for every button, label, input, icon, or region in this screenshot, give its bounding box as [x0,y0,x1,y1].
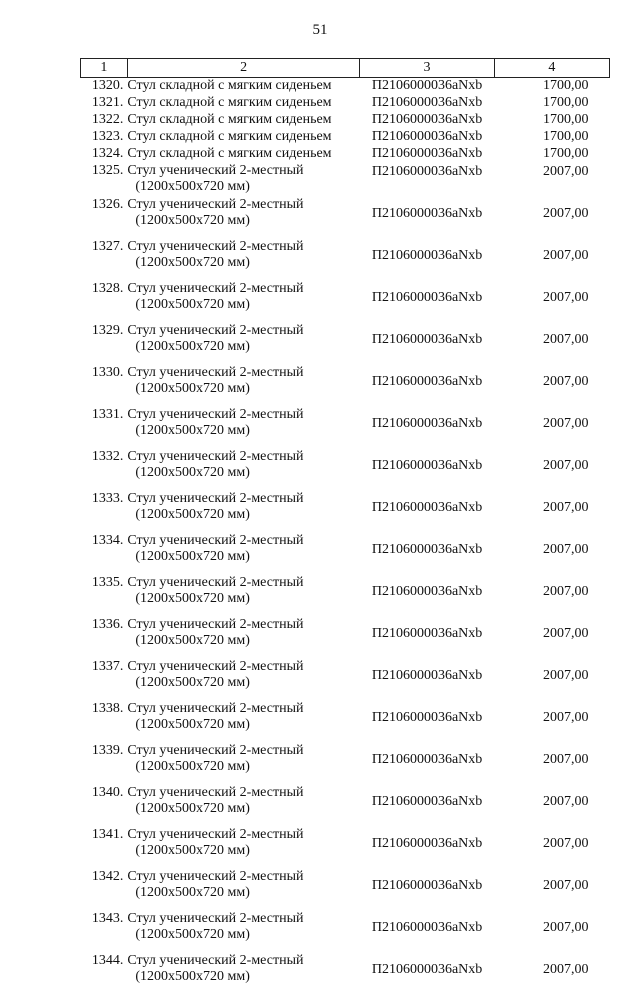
item-name-line2: (1200x500x720 мм) [127,927,359,943]
item-name-line1: Стул ученический 2-местный [127,197,303,212]
row-number: 1340. [81,785,128,827]
table-row [81,617,610,659]
inventory-code: П2106000036aNxb [360,95,495,112]
item-name [127,491,359,533]
item-name-line2: (1200x500x720 мм) [127,381,359,397]
item-name-line1: Стул ученический 2-местный [127,365,303,380]
item-name-line1: Стул ученический 2-местный [127,617,303,632]
row-number: 1323. [81,129,128,146]
inventory-code: П2106000036aNxb [360,743,495,785]
inventory-code: П2106000036aNxb [360,239,495,281]
row-number: 1332. [81,449,128,491]
item-name-line2: (1200x500x720 мм) [127,465,359,481]
inventory-code: П2106000036aNxb [360,701,495,743]
inventory-code: П2106000036aNxb [360,911,495,953]
table-row [81,197,610,239]
item-name-line1: Стул ученический 2-местный [127,575,303,590]
table-row [81,323,610,365]
item-name-line1: Стул ученический 2-местный [127,743,303,758]
row-number: 1331. [81,407,128,449]
item-price: 2007,00 [494,953,609,995]
item-name-line1: Стул ученический 2-местный [127,827,303,842]
table-row [81,701,610,743]
item-name [127,129,359,146]
row-number: 1336. [81,617,128,659]
table-row [81,827,610,869]
item-name [127,701,359,743]
table-row [81,95,610,112]
item-name-line1: Стул ученический 2-местный [127,239,303,254]
table-row [81,659,610,701]
item-price: 2007,00 [494,701,609,743]
row-number: 1338. [81,701,128,743]
header-col-1: 1 [81,59,128,78]
inventory-table [80,58,610,995]
row-number: 1326. [81,197,128,239]
page-number: 51 [0,22,640,39]
item-name-line1: Стул ученический 2-местный [127,785,303,800]
inventory-code: П2106000036aNxb [360,659,495,701]
item-price: 2007,00 [494,533,609,575]
inventory-code: П2106000036aNxb [360,533,495,575]
item-name-line1: Стул ученический 2-местный [127,701,303,716]
item-name-line1: Стул складной с мягким сиденьем [127,112,331,127]
row-number: 1343. [81,911,128,953]
item-name-line1: Стул ученический 2-местный [127,407,303,422]
row-number: 1334. [81,533,128,575]
row-number: 1329. [81,323,128,365]
item-price: 2007,00 [494,197,609,239]
item-name-line2: (1200x500x720 мм) [127,633,359,649]
item-name [127,112,359,129]
item-name [127,575,359,617]
item-name-line1: Стул ученический 2-местный [127,869,303,884]
item-price: 2007,00 [494,575,609,617]
item-name-line1: Стул ученический 2-местный [127,491,303,506]
item-name [127,78,359,96]
item-name [127,617,359,659]
item-name [127,197,359,239]
row-number: 1337. [81,659,128,701]
inventory-code: П2106000036aNxb [360,491,495,533]
table-row [81,449,610,491]
row-number: 1341. [81,827,128,869]
item-name-line2: (1200x500x720 мм) [127,801,359,817]
item-name-line2: (1200x500x720 мм) [127,591,359,607]
item-price: 2007,00 [494,281,609,323]
item-price: 2007,00 [494,239,609,281]
item-name-line2: (1200x500x720 мм) [127,507,359,523]
inventory-code: П2106000036aNxb [360,827,495,869]
item-price: 2007,00 [494,911,609,953]
item-name [127,953,359,995]
item-price: 2007,00 [494,617,609,659]
table-row [81,281,610,323]
item-name-line1: Стул ученический 2-местный [127,953,303,968]
row-number: 1325. [81,163,128,197]
item-name-line1: Стул ученический 2-местный [127,659,303,674]
item-name-line1: Стул складной с мягким сиденьем [127,146,331,161]
item-price: 2007,00 [494,449,609,491]
item-name-line1: Стул складной с мягким сиденьем [127,95,331,110]
item-name-line2: (1200x500x720 мм) [127,339,359,355]
table-row [81,365,610,407]
inventory-code: П2106000036aNxb [360,617,495,659]
item-price: 2007,00 [494,827,609,869]
item-name-line2: (1200x500x720 мм) [127,969,359,985]
item-name [127,281,359,323]
item-price: 2007,00 [494,365,609,407]
row-number: 1328. [81,281,128,323]
inventory-code: П2106000036aNxb [360,407,495,449]
header-col-2: 2 [127,59,359,78]
table-row [81,785,610,827]
inventory-code: П2106000036aNxb [360,78,495,96]
item-name-line2: (1200x500x720 мм) [127,423,359,439]
row-number: 1333. [81,491,128,533]
inventory-code: П2106000036aNxb [360,129,495,146]
item-name [127,323,359,365]
table-row [81,533,610,575]
row-number: 1327. [81,239,128,281]
row-number: 1330. [81,365,128,407]
item-price: 1700,00 [494,129,609,146]
item-name-line1: Стул ученический 2-местный [127,323,303,338]
item-name [127,449,359,491]
header-col-4: 4 [494,59,609,78]
item-price: 1700,00 [494,146,609,163]
item-price: 2007,00 [494,491,609,533]
item-name [127,533,359,575]
inventory-code: П2106000036aNxb [360,785,495,827]
table-row [81,129,610,146]
table-row [81,407,610,449]
item-name [127,146,359,163]
item-name [127,239,359,281]
item-name-line2: (1200x500x720 мм) [127,843,359,859]
item-name-line2: (1200x500x720 мм) [127,675,359,691]
table-row [81,239,610,281]
item-price: 2007,00 [494,407,609,449]
item-name-line1: Стул складной с мягким сиденьем [127,78,331,93]
row-number: 1342. [81,869,128,911]
item-name-line2: (1200x500x720 мм) [127,759,359,775]
inventory-code: П2106000036aNxb [360,112,495,129]
item-name [127,407,359,449]
item-name [127,911,359,953]
inventory-code: П2106000036aNxb [360,953,495,995]
item-name-line1: Стул складной с мягким сиденьем [127,129,331,144]
table-row [81,146,610,163]
inventory-code: П2106000036aNxb [360,163,495,197]
table-body [81,78,610,995]
item-name [127,163,359,197]
table-row [81,163,610,197]
table-row [81,911,610,953]
item-name [127,659,359,701]
table-header-row [81,59,610,78]
item-name [127,743,359,785]
item-price: 1700,00 [494,78,609,96]
item-name-line1: Стул ученический 2-местный [127,449,303,464]
item-name-line1: Стул ученический 2-местный [127,163,303,178]
inventory-code: П2106000036aNxb [360,146,495,163]
table-row [81,953,610,995]
item-price: 1700,00 [494,112,609,129]
row-number: 1320. [81,78,128,96]
item-price: 2007,00 [494,659,609,701]
item-name-line2: (1200x500x720 мм) [127,255,359,271]
item-name-line2: (1200x500x720 мм) [127,549,359,565]
table-row [81,78,610,96]
item-name [127,95,359,112]
item-name-line2: (1200x500x720 мм) [127,717,359,733]
item-price: 2007,00 [494,785,609,827]
item-name-line2: (1200x500x720 мм) [127,297,359,313]
inventory-code: П2106000036aNxb [360,365,495,407]
inventory-code: П2106000036aNxb [360,197,495,239]
item-price: 2007,00 [494,869,609,911]
inventory-code: П2106000036aNxb [360,323,495,365]
row-number: 1321. [81,95,128,112]
item-name-line2: (1200x500x720 мм) [127,213,359,229]
item-price: 2007,00 [494,163,609,197]
table-row [81,112,610,129]
item-name-line2: (1200x500x720 мм) [127,885,359,901]
table-row [81,743,610,785]
row-number: 1335. [81,575,128,617]
item-name [127,827,359,869]
inventory-code: П2106000036aNxb [360,869,495,911]
item-price: 1700,00 [494,95,609,112]
table-row [81,575,610,617]
item-name-line1: Стул ученический 2-местный [127,911,303,926]
table-row [81,491,610,533]
row-number: 1324. [81,146,128,163]
inventory-code: П2106000036aNxb [360,281,495,323]
item-name [127,785,359,827]
inventory-code: П2106000036aNxb [360,449,495,491]
row-number: 1339. [81,743,128,785]
item-name-line2: (1200x500x720 мм) [127,179,359,195]
item-name [127,365,359,407]
header-col-3: 3 [360,59,495,78]
row-number: 1322. [81,112,128,129]
inventory-code: П2106000036aNxb [360,575,495,617]
item-name-line1: Стул ученический 2-местный [127,533,303,548]
item-name-line1: Стул ученический 2-местный [127,281,303,296]
item-price: 2007,00 [494,743,609,785]
row-number: 1344. [81,953,128,995]
item-price: 2007,00 [494,323,609,365]
